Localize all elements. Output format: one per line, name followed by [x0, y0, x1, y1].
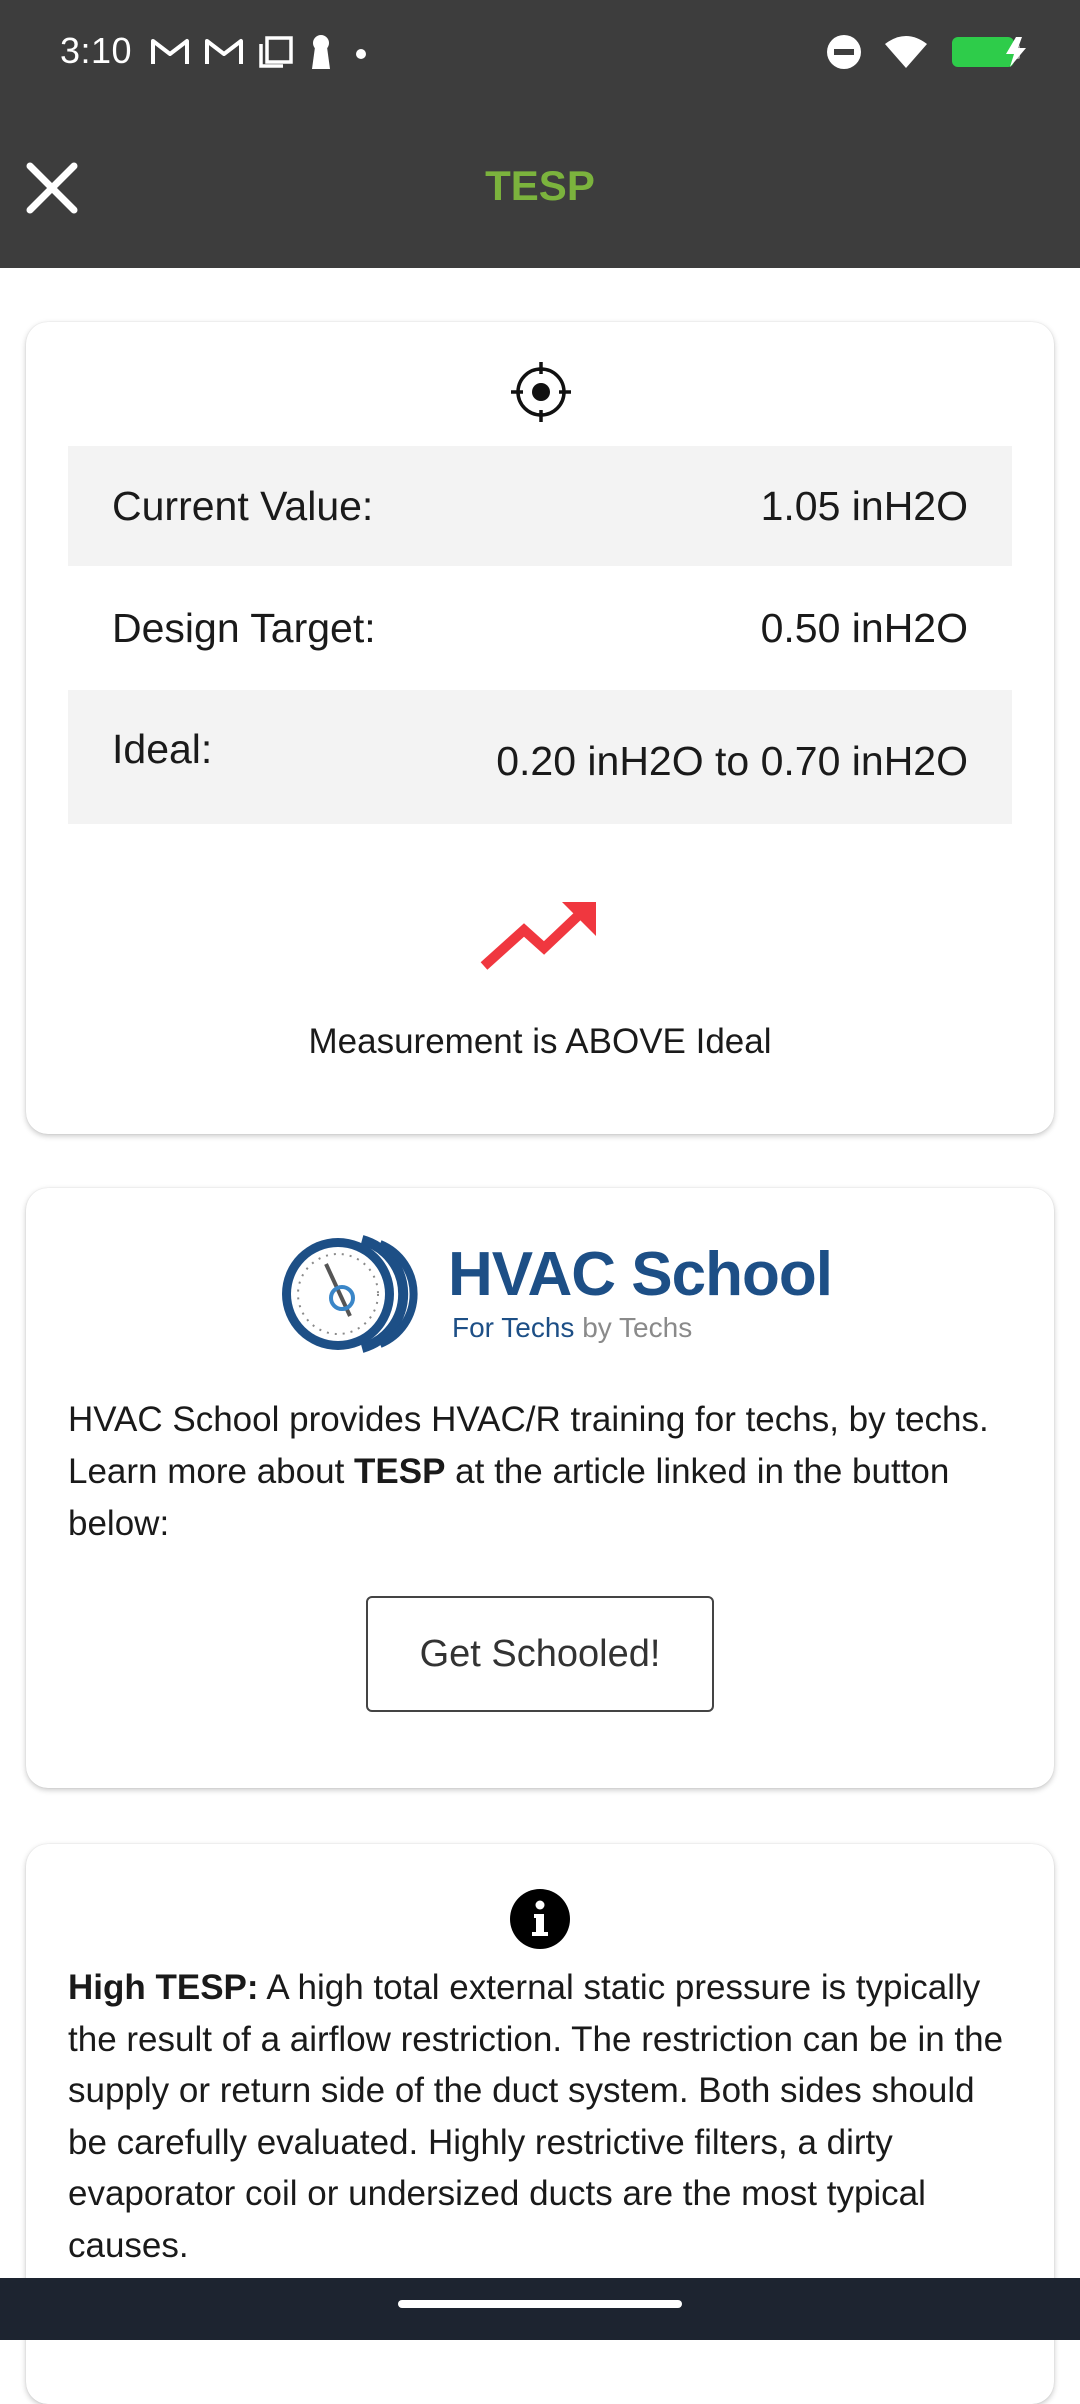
hvac-school-logo	[276, 1232, 832, 1356]
design-target-value: 0.50 inH2O	[760, 604, 968, 651]
ideal-value: 0.20 inH2O to 0.70 inH2O	[496, 738, 968, 784]
trending-up-icon	[478, 896, 602, 972]
app-bar	[0, 108, 1080, 268]
description-text: HVAC School provides HVAC/R training for techs, by techs. Learn more about	[68, 1400, 989, 1491]
measurement-card	[26, 322, 1054, 1134]
crosshair-icon	[509, 360, 573, 424]
logo-subtitle-part-2: by Techs	[574, 1312, 693, 1343]
current-value-row	[68, 446, 1012, 566]
description-text-end: at the article linked in the button below:	[68, 1452, 950, 1543]
notification-icons	[150, 34, 374, 70]
status-bar	[0, 0, 1080, 108]
logo-subtitle-part-1: For Techs	[452, 1312, 575, 1343]
info-icon	[509, 1888, 571, 1950]
current-value-label: Current Value:	[112, 482, 374, 529]
info-body: A high total external static pressure is typically the result of a airflow restriction. The restriction can be in the supply or return side of the duct system. Both sides should be carefully evaluated. Highly restrictive filters, a dirty evaporator coil or undersized ducts are the most typical causes.	[68, 1968, 1004, 2265]
copy-icon	[258, 35, 294, 69]
keyhole-icon	[308, 34, 334, 70]
measurement-status: Measurement is ABOVE Ideal	[308, 1022, 772, 1061]
description-bold: TESP	[354, 1452, 446, 1491]
design-target-label: Design Target:	[112, 604, 376, 651]
logo-subtitle	[448, 1312, 832, 1344]
school-description	[68, 1394, 1018, 1550]
battery-charging-icon	[950, 35, 1030, 69]
wifi-icon	[884, 34, 928, 70]
design-target-row	[68, 566, 1012, 690]
ideal-label: Ideal:	[112, 726, 213, 772]
logo-title: HVAC School	[448, 1240, 832, 1309]
navigation-bar	[0, 2278, 1080, 2340]
info-text	[68, 1962, 1018, 2271]
system-icons	[826, 34, 1030, 70]
ideal-row	[68, 690, 1012, 824]
gauge-logo-icon	[276, 1232, 428, 1356]
status-time: 3:10	[60, 30, 133, 71]
gmail-icon	[150, 37, 190, 67]
dot-icon	[348, 37, 374, 67]
home-gesture-handle[interactable]	[398, 2300, 682, 2308]
info-heading: High TESP:	[68, 1968, 259, 2007]
do-not-disturb-icon	[826, 34, 862, 70]
page-title: TESP	[485, 162, 595, 209]
gmail-icon	[204, 37, 244, 67]
get-schooled-button[interactable]: Get Schooled!	[366, 1596, 714, 1712]
hvac-school-card	[26, 1188, 1054, 1788]
current-value: 1.05 inH2O	[760, 482, 968, 529]
